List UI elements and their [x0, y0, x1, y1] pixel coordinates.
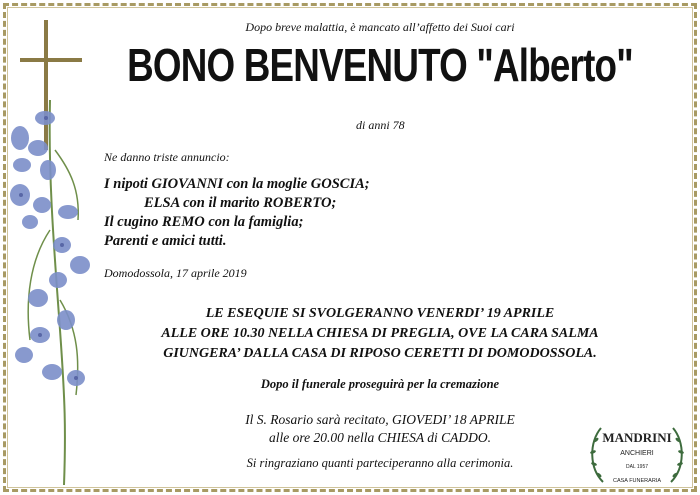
logo-tagline: CASA FUNERARIA	[613, 478, 661, 484]
rosary-line: Il S. Rosario sarà recitato, GIOVEDI’ 18 APRILE	[245, 412, 515, 427]
rosary-line: alle ore 20.00 nella CHIESA di CADDO.	[269, 430, 491, 445]
logo-brand: MANDRINI	[602, 430, 672, 445]
funeral-line: LE ESEQUIE SI SVOLGERANNO VENERDI’ 19 APRILE	[205, 306, 555, 321]
intro-text: Dopo breve malattia, è mancato all’affetto dei Suoi cari	[245, 20, 515, 34]
funeral-home-logo	[585, 420, 689, 490]
family-line: ELSA con il marito ROBERTO;	[144, 195, 337, 211]
cross-icon	[20, 20, 82, 150]
announcement-text: Ne danno triste annuncio:	[104, 150, 230, 164]
family-line: Parenti e amici tutti.	[104, 233, 227, 249]
logo-since: DAL 1957	[625, 464, 649, 470]
family-line: I nipoti GIOVANNI con la moglie GOSCIA;	[104, 176, 370, 192]
logo-city: ANCHIERI	[620, 450, 654, 457]
cremation-text: Dopo il funerale proseguirà per la cremazione	[260, 377, 500, 391]
place-date: Domodossola, 17 aprile 2019	[104, 266, 247, 280]
age-text: di anni 78	[356, 118, 405, 132]
family-line: Il cugino REMO con la famiglia;	[104, 214, 304, 230]
thanks-text: Si ringraziano quanti parteciperanno alla cerimonia.	[246, 456, 514, 470]
deceased-name: BONO BENVENUTO "Alberto"	[127, 39, 633, 91]
funeral-line: GIUNGERA’ DALLA CASA DI RIPOSO CERETTI DI DOMODOSSOLA.	[163, 346, 597, 361]
funeral-line: ALLE ORE 10.30 NELLA CHIESA DI PREGLIA, OVE LA CARA SALMA	[161, 326, 599, 341]
